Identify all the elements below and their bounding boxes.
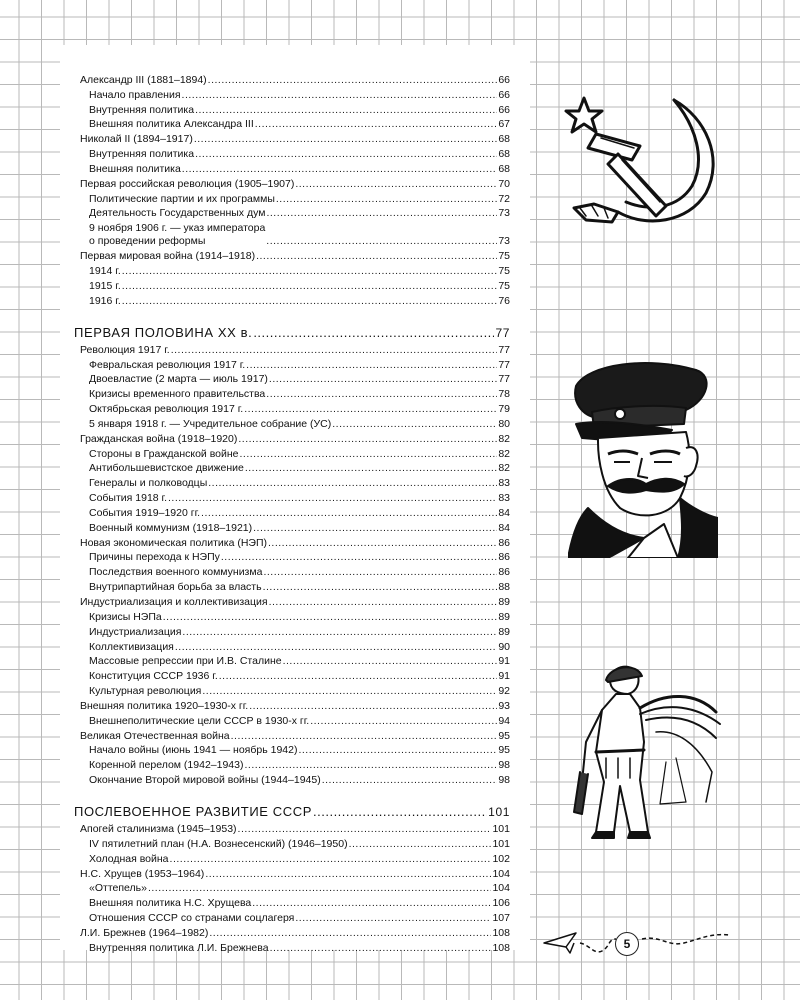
toc-entry-title: Новая экономическая политика (НЭП) bbox=[80, 536, 267, 549]
toc-page-number: 89 bbox=[498, 610, 510, 623]
toc-page-number: 84 bbox=[498, 506, 510, 519]
toc-entry-title: Октябрьская революция 1917 г. bbox=[89, 403, 244, 416]
toc-entry bbox=[80, 176, 510, 191]
toc-page-number: 68 bbox=[498, 162, 510, 175]
toc-leader-dots bbox=[194, 132, 497, 146]
toc-leader-dots bbox=[201, 506, 497, 520]
toc-leader-dots bbox=[182, 88, 498, 102]
toc-leader-dots bbox=[148, 881, 492, 895]
toc-entry-title: Генералы и полководцы bbox=[89, 477, 208, 490]
toc-entry bbox=[80, 446, 510, 461]
toc-entry bbox=[80, 866, 510, 881]
toc-entry bbox=[80, 248, 510, 263]
toc-entry-title: Н.С. Хрущев (1953–1964) bbox=[80, 867, 205, 880]
toc-page-number: 98 bbox=[498, 774, 510, 787]
toc-entry bbox=[80, 278, 510, 293]
toc-page-number: 90 bbox=[498, 640, 510, 653]
toc-entry-title: Холодная война bbox=[89, 852, 169, 865]
toc-leader-dots bbox=[276, 192, 497, 206]
toc-entry-title: Николай II (1894–1917) bbox=[80, 133, 193, 146]
toc-page-number: 68 bbox=[498, 133, 510, 146]
toc-leader-dots bbox=[249, 699, 497, 713]
toc-entry-title: Массовые репрессии при И.В. Сталине bbox=[89, 655, 282, 668]
toc-page-number: 79 bbox=[498, 403, 510, 416]
toc-entry-title-line2: о проведении реформы bbox=[89, 235, 206, 248]
toc-entry bbox=[80, 146, 510, 161]
toc-entry bbox=[80, 505, 510, 520]
toc-page-number: 77 bbox=[498, 358, 510, 371]
toc-leader-dots bbox=[182, 162, 498, 176]
toc-entry bbox=[80, 910, 510, 925]
toc-entry bbox=[80, 520, 510, 535]
toc-entry-title: Окончание Второй мировой войны (1944–1945) bbox=[89, 774, 321, 787]
toc-panel bbox=[60, 45, 530, 954]
toc-entry bbox=[80, 713, 510, 728]
toc-entry bbox=[80, 743, 510, 758]
toc-entry-title: Антибольшевистское движение bbox=[89, 462, 244, 475]
toc-page-number: 101 bbox=[492, 822, 510, 835]
toc-entry bbox=[80, 594, 510, 609]
toc-page-number: 82 bbox=[498, 432, 510, 445]
toc-page-number: 82 bbox=[498, 462, 510, 475]
toc-entry-title: 1916 г. bbox=[89, 294, 121, 307]
soldier-figure bbox=[556, 662, 726, 842]
toc-entry-title: Индустриализация bbox=[89, 625, 182, 638]
toc-entry bbox=[80, 87, 510, 102]
toc-page-number: 73 bbox=[498, 207, 510, 220]
toc-page-number: 108 bbox=[492, 926, 510, 939]
toc-entry-title: Первая российская революция (1905–1907) bbox=[80, 177, 295, 190]
toc-page-number: 89 bbox=[498, 596, 510, 608]
toc-entry bbox=[80, 263, 510, 278]
toc-entry bbox=[80, 881, 510, 896]
toc-entry bbox=[80, 683, 510, 698]
toc-leader-dots bbox=[269, 372, 497, 386]
toc-leader-dots bbox=[244, 402, 497, 416]
toc-page-number: 77 bbox=[498, 373, 510, 386]
toc-entry-title: Гражданская война (1918–1920) bbox=[80, 432, 238, 445]
toc-entry-title-line1: 9 ноября 1906 г. — указ императора bbox=[89, 222, 266, 235]
toc-page-number: 75 bbox=[498, 250, 510, 263]
toc-entry bbox=[80, 461, 510, 476]
toc-entry bbox=[80, 925, 510, 940]
toc-page-number: 70 bbox=[498, 177, 510, 190]
page-number: 5 bbox=[615, 932, 639, 956]
toc-page-number: 95 bbox=[498, 744, 510, 757]
toc-page-number: 88 bbox=[498, 581, 510, 594]
toc-leader-dots bbox=[270, 941, 492, 955]
toc-leader-dots bbox=[310, 714, 497, 728]
toc-page-number: 104 bbox=[492, 882, 510, 895]
toc-leader-dots bbox=[263, 580, 498, 594]
toc-leader-dots bbox=[202, 684, 497, 698]
toc-leader-dots bbox=[268, 536, 497, 550]
toc-page-number: 76 bbox=[498, 294, 510, 307]
toc-entry-title: ПЕРВАЯ ПОЛОВИНА XX в. bbox=[74, 324, 253, 340]
toc-entry bbox=[80, 579, 510, 594]
toc-entry bbox=[80, 757, 510, 772]
toc-leader-dots bbox=[238, 432, 497, 446]
toc-entry bbox=[80, 131, 510, 146]
toc-page-number: 102 bbox=[492, 852, 510, 865]
toc-entry-title: Великая Отечественная война bbox=[80, 729, 230, 742]
toc-entry-title: Политические партии и их программы bbox=[89, 192, 275, 205]
toc-page-number: 67 bbox=[498, 118, 510, 131]
toc-page-number: 89 bbox=[498, 625, 510, 638]
toc-leader-dots bbox=[255, 117, 498, 131]
toc-leader-dots bbox=[244, 758, 497, 772]
toc-page-number: 66 bbox=[498, 88, 510, 101]
toc-entry bbox=[80, 102, 510, 117]
toc-page-number: 106 bbox=[492, 897, 510, 910]
toc-entry bbox=[80, 357, 510, 372]
toc-leader-dots bbox=[182, 625, 497, 639]
toc-page-number: 77 bbox=[495, 325, 510, 340]
toc-entry-title: Л.И. Брежнев (1964–1982) bbox=[80, 926, 209, 939]
toc-page-number: 101 bbox=[492, 837, 510, 850]
toc-entry-title: 5 января 1918 г. — Учредительное собрание (УС) bbox=[89, 417, 332, 430]
toc-page-number: 73 bbox=[498, 235, 510, 248]
toc-page-number: 66 bbox=[498, 103, 510, 116]
toc-page-number: 66 bbox=[498, 73, 510, 86]
toc-page-number: 83 bbox=[498, 477, 510, 490]
toc-entry bbox=[80, 220, 510, 248]
table-of-contents bbox=[74, 72, 510, 955]
toc-entry-title: Внешняя политика Александра III bbox=[89, 118, 254, 131]
toc-page-number: 108 bbox=[492, 941, 510, 954]
toc-leader-dots bbox=[168, 491, 497, 505]
toc-entry bbox=[80, 72, 510, 87]
toc-page-number: 72 bbox=[498, 192, 510, 205]
toc-leader-dots bbox=[195, 103, 497, 117]
toc-leader-dots bbox=[209, 926, 491, 940]
toc-leader-dots bbox=[295, 911, 491, 925]
toc-leader-dots bbox=[195, 147, 497, 161]
toc-entry bbox=[80, 293, 510, 308]
toc-leader-dots bbox=[256, 249, 497, 263]
toc-entry bbox=[80, 161, 510, 176]
toc-page-number: 91 bbox=[498, 655, 510, 668]
toc-leader-dots bbox=[163, 610, 498, 624]
toc-entry-title: События 1918 г. bbox=[89, 492, 168, 505]
toc-page-number: 95 bbox=[498, 729, 510, 742]
toc-entry bbox=[80, 895, 510, 910]
toc-entry-title: События 1919–1920 гг. bbox=[89, 506, 201, 519]
toc-entry-title: Внешняя политика bbox=[89, 162, 181, 175]
toc-leader-dots bbox=[205, 867, 491, 881]
toc-entry bbox=[80, 550, 510, 565]
toc-entry bbox=[80, 431, 510, 446]
toc-entry-title: Отношения СССР со странами соцлагеря bbox=[89, 912, 295, 925]
toc-entry-title: «Оттепель» bbox=[89, 882, 147, 895]
toc-leader-dots bbox=[208, 476, 497, 490]
toc-leader-dots bbox=[283, 654, 498, 668]
toc-entry-title: Внешнеполитические цели СССР в 1930-х гг. bbox=[89, 714, 310, 727]
toc-page-number: 86 bbox=[498, 536, 510, 549]
toc-page-number: 101 bbox=[488, 805, 510, 820]
toc-entry-title: ПОСЛЕВОЕННОЕ РАЗВИТИЕ СССР bbox=[74, 804, 313, 820]
toc-entry-title: Коренной перелом (1942–1943) bbox=[89, 759, 244, 772]
toc-page-number: 92 bbox=[498, 685, 510, 698]
toc-entry-title: Апогей сталинизма (1945–1953) bbox=[80, 822, 237, 835]
toc-entry-title: Последствия военного коммунизма bbox=[89, 566, 263, 579]
toc-entry bbox=[80, 624, 510, 639]
toc-entry bbox=[80, 372, 510, 387]
toc-entry-title: IV пятилетний план (Н.А. Вознесенский) (1946–1950) bbox=[89, 837, 348, 850]
toc-page-number: 80 bbox=[498, 417, 510, 430]
toc-leader-dots bbox=[313, 805, 487, 819]
toc-page-number: 84 bbox=[498, 521, 510, 534]
toc-page-number: 94 bbox=[498, 714, 510, 727]
toc-page-number: 93 bbox=[498, 699, 510, 712]
toc-leader-dots bbox=[266, 206, 497, 220]
toc-leader-dots bbox=[295, 177, 497, 191]
toc-section-heading bbox=[74, 320, 510, 340]
toc-leader-dots bbox=[332, 417, 497, 431]
toc-entry-title: Александр III (1881–1894) bbox=[80, 73, 207, 86]
toc-entry bbox=[80, 772, 510, 787]
toc-entry-title: Стороны в Гражданской войне bbox=[89, 447, 239, 460]
toc-entry bbox=[80, 698, 510, 713]
toc-entry-title: Культурная революция bbox=[89, 685, 202, 698]
paper-plane-icon bbox=[540, 925, 740, 965]
toc-entry bbox=[80, 191, 510, 206]
toc-leader-dots bbox=[175, 640, 497, 654]
toc-leader-dots bbox=[219, 669, 498, 683]
toc-entry bbox=[80, 564, 510, 579]
toc-entry bbox=[80, 416, 510, 431]
toc-entry-title: Двоевластие (2 марта — июль 1917) bbox=[89, 373, 268, 386]
toc-entry bbox=[80, 490, 510, 505]
toc-entry-title: Начало войны (июнь 1941 — ноябрь 1942) bbox=[89, 744, 298, 757]
toc-leader-dots bbox=[245, 461, 497, 475]
toc-leader-dots bbox=[349, 837, 492, 851]
toc-page-number: 78 bbox=[498, 388, 510, 401]
toc-entry-title: Кризисы НЭПа bbox=[89, 610, 162, 623]
toc-entry bbox=[80, 117, 510, 132]
toc-entry bbox=[80, 851, 510, 866]
toc-entry-title: Первая мировая война (1914–1918) bbox=[80, 250, 256, 263]
toc-entry bbox=[80, 535, 510, 550]
toc-entry bbox=[80, 639, 510, 654]
officer-portrait bbox=[568, 358, 718, 558]
toc-leader-dots bbox=[252, 896, 491, 910]
toc-page-number: 104 bbox=[492, 867, 510, 880]
toc-page-number: 91 bbox=[498, 670, 510, 683]
toc-page-number: 83 bbox=[498, 492, 510, 505]
toc-page-number: 77 bbox=[498, 343, 510, 356]
toc-leader-dots bbox=[122, 264, 498, 278]
toc-page-number: 82 bbox=[498, 447, 510, 460]
toc-section-heading bbox=[74, 799, 510, 820]
toc-leader-dots bbox=[238, 822, 492, 836]
toc-leader-dots bbox=[253, 326, 494, 340]
toc-entry-title bbox=[89, 222, 265, 248]
toc-leader-dots bbox=[170, 852, 492, 866]
toc-entry-title: 1914 г. bbox=[89, 265, 121, 278]
toc-leader-dots bbox=[221, 550, 497, 564]
toc-entry-title: Внешняя политика Н.С. Хрущева bbox=[89, 897, 252, 910]
toc-leader-dots bbox=[266, 234, 497, 248]
toc-entry bbox=[80, 836, 510, 851]
toc-leader-dots bbox=[253, 521, 497, 535]
toc-entry-title: 1915 г. bbox=[89, 279, 121, 292]
toc-entry-title: Конституция СССР 1936 г. bbox=[89, 670, 218, 683]
toc-entry bbox=[80, 342, 510, 357]
toc-entry-title: Внешняя политика 1920–1930-х гг. bbox=[80, 699, 249, 712]
toc-leader-dots bbox=[269, 595, 498, 609]
toc-page-number: 68 bbox=[498, 148, 510, 161]
toc-entry-title: Начало правления bbox=[89, 88, 181, 101]
toc-entry-title: Внутренняя политика bbox=[89, 148, 195, 161]
toc-leader-dots bbox=[122, 294, 498, 308]
toc-entry bbox=[80, 728, 510, 743]
toc-entry-title: Индустриализация и коллективизация bbox=[80, 596, 268, 608]
toc-leader-dots bbox=[231, 729, 498, 743]
toc-entry bbox=[80, 401, 510, 416]
toc-entry-title: Внутренняя политика bbox=[89, 103, 195, 116]
toc-entry bbox=[80, 386, 510, 401]
toc-page-number: 86 bbox=[498, 566, 510, 579]
toc-page-number: 75 bbox=[498, 265, 510, 278]
toc-page-number: 75 bbox=[498, 279, 510, 292]
toc-entry-title: Причины перехода к НЭПу bbox=[89, 551, 220, 564]
toc-leader-dots bbox=[263, 565, 497, 579]
toc-entry-title: Деятельность Государственных дум bbox=[89, 207, 266, 220]
toc-entry bbox=[80, 609, 510, 624]
toc-entry bbox=[80, 940, 510, 955]
toc-entry bbox=[80, 654, 510, 669]
toc-leader-dots bbox=[298, 743, 497, 757]
toc-entry bbox=[80, 475, 510, 490]
toc-leader-dots bbox=[171, 343, 498, 357]
toc-entry-title: Внутрипартийная борьба за власть bbox=[89, 581, 262, 594]
toc-leader-dots bbox=[266, 387, 497, 401]
toc-leader-dots bbox=[122, 279, 498, 293]
toc-leader-dots bbox=[246, 358, 497, 372]
toc-page-number: 86 bbox=[498, 551, 510, 564]
toc-entry bbox=[80, 206, 510, 221]
toc-page-number: 107 bbox=[492, 912, 510, 925]
toc-leader-dots bbox=[322, 773, 498, 787]
toc-entry-title: Военный коммунизм (1918–1921) bbox=[89, 521, 253, 534]
toc-entry bbox=[80, 821, 510, 836]
toc-leader-dots bbox=[208, 73, 498, 87]
hammer-and-sickle-icon bbox=[556, 88, 732, 238]
toc-entry bbox=[80, 668, 510, 683]
toc-entry-title: Кризисы временного правительства bbox=[89, 388, 266, 401]
toc-entry-title: Внутренняя политика Л.И. Брежнева bbox=[89, 941, 269, 954]
toc-page-number: 98 bbox=[498, 759, 510, 772]
toc-entry-title: Коллективизация bbox=[89, 640, 174, 653]
toc-entry-title: Революция 1917 г. bbox=[80, 343, 170, 356]
toc-entry-title: Февральская революция 1917 г. bbox=[89, 358, 246, 371]
toc-leader-dots bbox=[240, 447, 498, 461]
